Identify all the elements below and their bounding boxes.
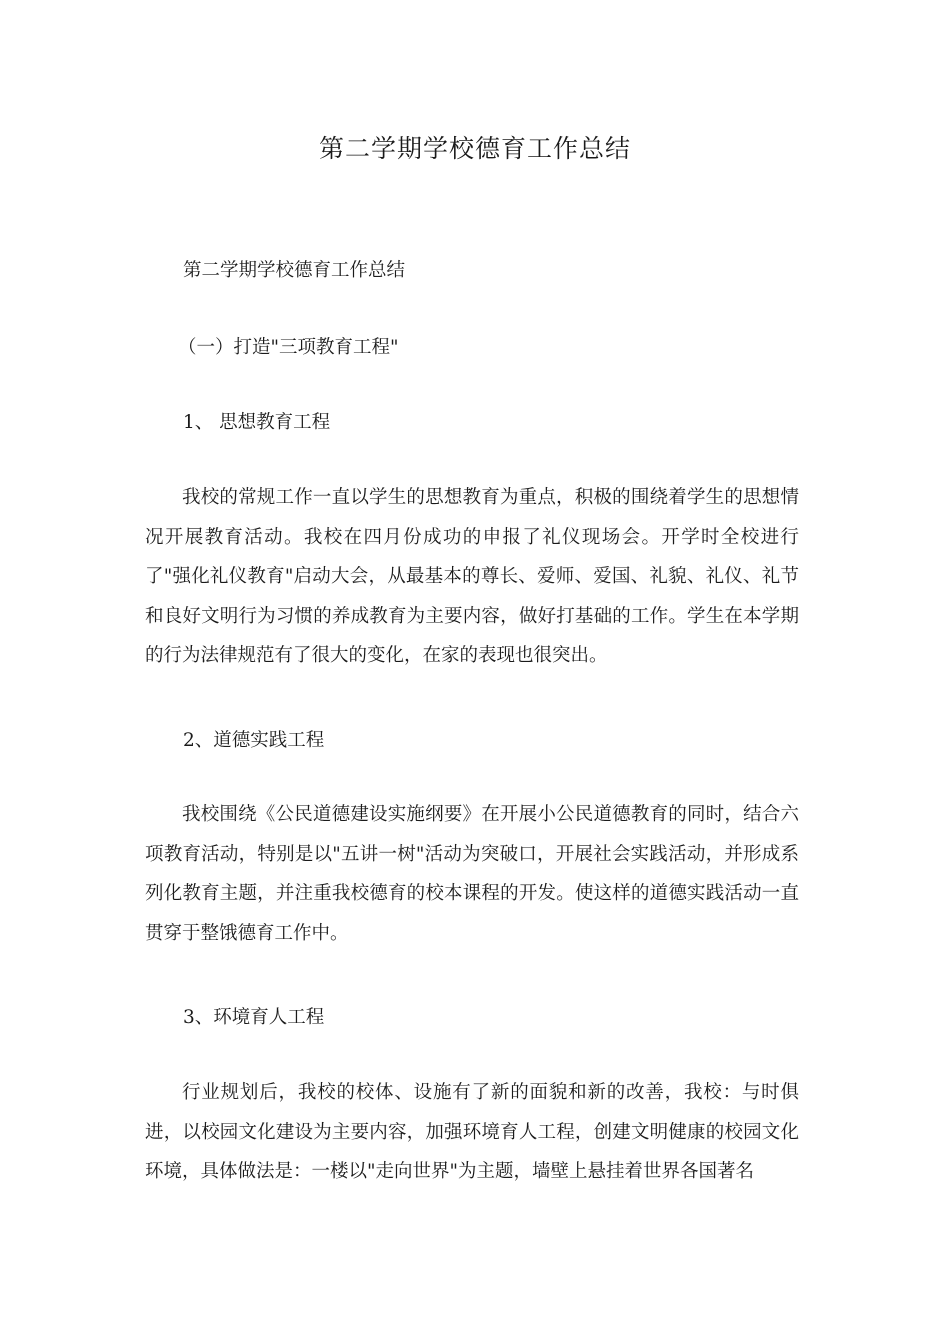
item-paragraph-2: 我校围绕《公民道德建设实施纲要》在开展小公民道德教育的同时，结合六项教育活动，特别是以"五讲一树"活动为突破口，开展社会实践活动，并形成系列化教育主题，并注重我校德育的校本课程的开发。使这样的道德实践活动一直贯穿于整饿德育工作中。: [145, 804, 799, 944]
document-title: 第二学期学校德育工作总结: [318, 134, 631, 163]
item-heading-2: 2、道德实践工程: [183, 730, 325, 751]
item-paragraph-1: 我校的常规工作一直以学生的思想教育为重点，积极的围绕着学生的思想情况开展教育活动。我校在四月份成功的申报了礼仪现场会。开学时全校进行了"强化礼仪教育"启动大会，从最基本的尊长、爱师、爱国、礼貌、礼仪、礼节和良好文明行为习惯的养成教育为主要内容，做好打基础的工作。学生在本学期的行为法律规范有了很大的变化，在家的表现也很突出。: [145, 487, 799, 666]
item-paragraph-3: 行业规划后，我校的校体、设施有了新的面貌和新的改善，我校：与时俱进，以校园文化建设为主要内容，加强环境育人工程，创建文明健康的校园文化环境，具体做法是：一楼以"走向世界"为主题，墙壁上悬挂着世界各国著名: [145, 1082, 799, 1182]
item-heading-1: 1、 思想教育工程: [183, 412, 331, 433]
section-heading: （一）打造"三项教育工程": [178, 337, 399, 358]
item-heading-3: 3、环境育人工程: [183, 1007, 325, 1028]
document-subtitle: 第二学期学校德育工作总结: [183, 260, 406, 281]
